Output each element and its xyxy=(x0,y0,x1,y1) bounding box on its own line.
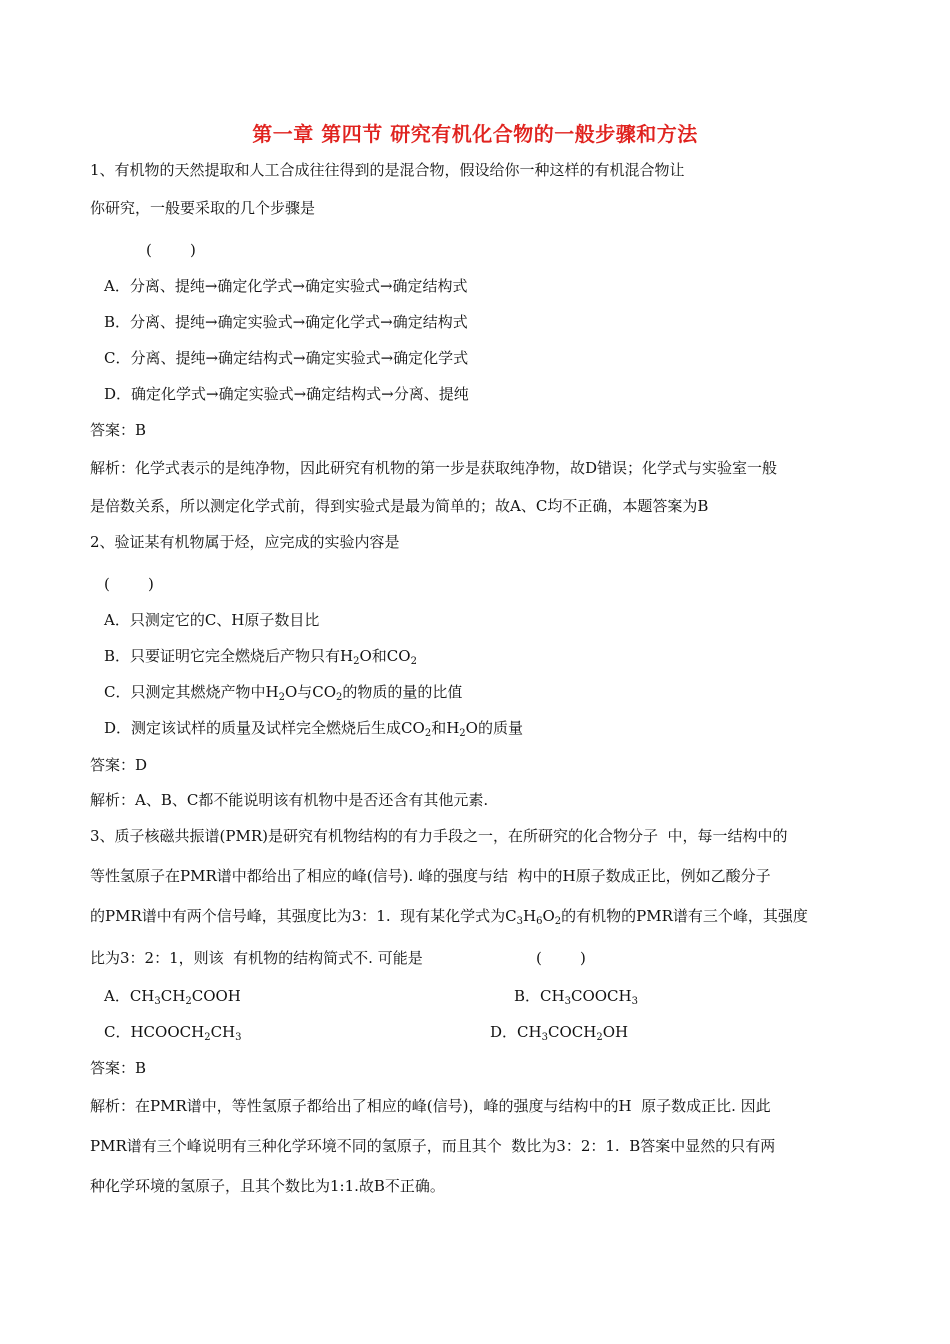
q3-stem-line4: 比为3：2：1，则该 有机物的结构简式不. 可能是 xyxy=(90,949,423,967)
q2-option-b: B．只要证明它完全燃烧后产物只有$H_2O$和$CO_2$ xyxy=(104,647,417,667)
q3-answer-paren: ( ) xyxy=(536,949,586,967)
q1-option-d: D．确定化学式→确定实验式→确定结构式→分离、提纯 xyxy=(104,385,469,403)
q1-answer: 答案：B xyxy=(90,421,147,439)
q1-option-a: A．分离、提纯→确定化学式→确定实验式→确定结构式 xyxy=(104,277,468,295)
q3-option-d: D．$CH_3COCH_2OH$ xyxy=(490,1023,629,1043)
q3-analysis-line1: 解析：在PMR谱中，等性氢原子都给出了相应的峰(信号)，峰的强度与结构中的H 原子数成正比. 因此 xyxy=(90,1097,771,1115)
q3-stem-line2: 等性氢原子在PMR谱中都给出了相应的峰(信号). 峰的强度与结 构中的H原子数成正比，例如乙酸分子 xyxy=(90,867,771,885)
q1-answer-paren: ( ) xyxy=(146,241,196,259)
q2-option-c: C．只测定其燃烧产物中$H_2O$与$CO_2$的物质的量的比值 xyxy=(104,683,463,703)
q1-analysis-line1: 解析：化学式表示的是纯净物，因此研究有机物的第一步是获取纯净物，故D错误；化学式与实验室一般 xyxy=(90,459,778,477)
q3-option-a: A．$CH_3CH_2COOH$ xyxy=(104,987,241,1007)
q1-option-b: B．分离、提纯→确定实验式→确定化学式→确定结构式 xyxy=(104,313,468,331)
q3-option-b: B．$CH_3COOCH_3$ xyxy=(514,987,638,1007)
q2-answer: 答案：D xyxy=(90,756,148,774)
q3-option-c: C．$HCOOCH_2CH_3$ xyxy=(104,1023,242,1043)
q2-option-a: A．只测定它的C、H原子数目比 xyxy=(104,611,320,629)
q3-analysis-line2: PMR谱有三个峰说明有三种化学环境不同的氢原子，而且其个 数比为3：2：1. B答案中显然的只有两 xyxy=(90,1137,776,1155)
q3-stem-line3: 的PMR谱中有两个信号峰，其强度比为3：1. 现有某化学式为$C_3H_6O_2$的有机物的PMR谱有三个峰，其强度 xyxy=(90,907,808,927)
q2-stem: 2、验证某有机物属于烃，应完成的实验内容是 xyxy=(90,533,400,551)
q1-stem-line2: 你研究，一般要采取的几个步骤是 xyxy=(90,199,316,217)
q2-analysis: 解析：A、B、C都不能说明该有机物中是否还含有其他元素. xyxy=(90,791,489,809)
q1-stem-line1: 1、有机物的天然提取和人工合成往往得到的是混合物，假设给你一种这样的有机混合物让 xyxy=(90,161,685,179)
q3-answer: 答案：B xyxy=(90,1059,147,1077)
page-title: 第一章 第四节 研究有机化合物的一般步骤和方法 xyxy=(252,122,698,146)
q2-answer-paren: ( ) xyxy=(104,575,154,593)
q1-analysis-line2: 是倍数关系，所以测定化学式前，得到实验式是最为简单的；故A、C均不正确，本题答案为B xyxy=(90,497,709,515)
q3-stem-line1: 3、质子核磁共振谱(PMR)是研究有机物结构的有力手段之一，在所研究的化合物分子 中，每一结构中的 xyxy=(90,827,788,845)
q1-option-c: C．分离、提纯→确定结构式→确定实验式→确定化学式 xyxy=(104,349,469,367)
q3-analysis-line3: 种化学环境的氢原子，且其个数比为1:1.故B不正确。 xyxy=(90,1177,445,1195)
q2-option-d: D．测定该试样的质量及试样完全燃烧后生成$CO_2$和$H_2O$的质量 xyxy=(104,719,523,739)
